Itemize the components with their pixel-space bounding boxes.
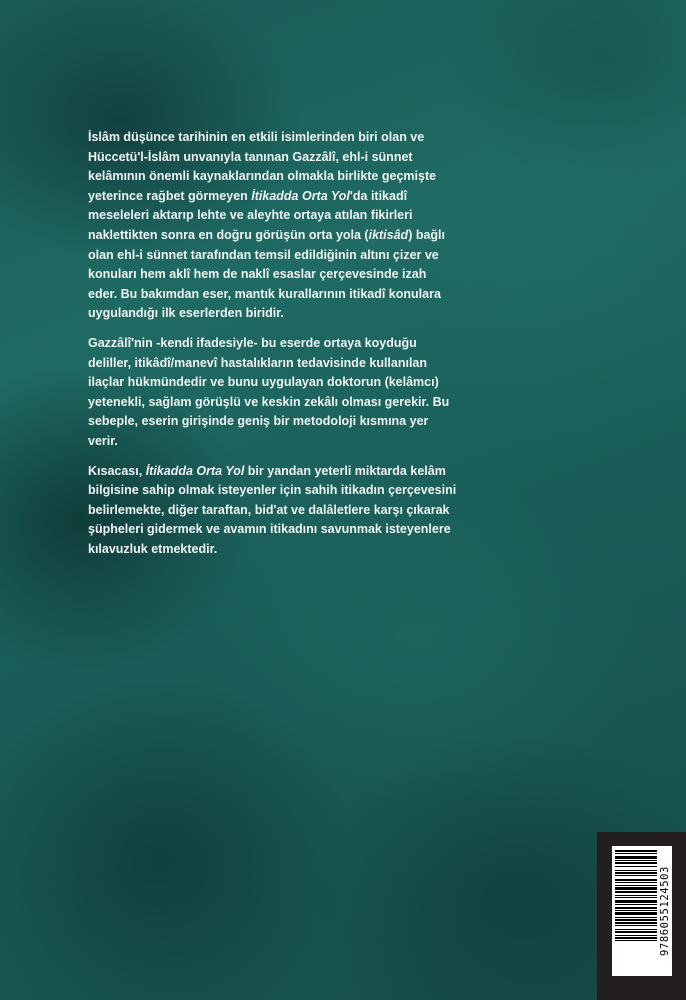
barcode-bar [615,935,657,936]
isbn-number: 9786055124503 [659,866,671,956]
barcode-bar [615,860,657,861]
book-title-italic: İtikadda Orta Yol [251,188,350,203]
barcode-bar [615,910,657,911]
blurb-segment: İslâm düşünce tarihinin en etkili isimlerinden biri olan ve Hüccetü'l-İslâm unvanıyla tanınan Gazzâlî, ehl-i sünnet kelâmının önemli kaynaklarından olmakla birlikte geçmişte yeterince rağbet görmeyen [88,130,437,203]
blurb-paragraph [88,462,458,560]
blurb-segment: 'da itikadî meseleleri aktarıp lehte ve aleyhte ortaya atılan fikirleri naklettikten sonra en doğru görüşün orta yola ( [88,188,413,242]
barcode [612,846,672,976]
barcode-bars [615,850,657,972]
barcode-bar [615,882,657,883]
barcode-bar [615,853,657,854]
blurb-segment: ) bağlı olan ehl-i sünnet tarafından temsil edildiğinin altını çizer ve konuları hem aklî hem de naklî esaslar çerçevesinde izah eder. Bu bakımdan eser, mantık kurallarının itikadî konulara uygulandığı ilk eserlerden biridir. [88,227,446,321]
barcode-bar [615,900,657,903]
blurb-text [88,128,458,569]
blurb-segment: Gazzâlî'nin -kendi ifadesiyle- bu eserde ortaya koyduğu deliller, itikâdî/manevî hastalıkların tedavisinde kullanılan ilaçlar hükmündedir ve bunu uygulayan doktorun (kelâmcı) yetenekli, sağlam görüşlü ve keskin zekâlı olması gerekir. Bu sebeple, eserin girişinde geniş bir metodoloji kısmına yer verir. [88,335,450,448]
barcode-bar [615,870,657,871]
blurb-paragraph [88,334,458,452]
barcode-bar [615,895,657,896]
barcode-bar [615,866,657,867]
barcode-bar [615,872,657,874]
blurb-segment: bir yandan yeterli miktarda kelâm bilgisine sahip olmak isteyenler için sahih itikadın çerçevesini belirlemekte, diğer taraftan, bid'at ve dalâletlere karşı çıkarak şüpheleri gidermek ve avamın itikadını savunmak isteyenlere kılavuzluk etmektedir. [88,463,457,556]
book-title-italic: İtikadda Orta Yol [145,463,245,478]
barcode-bar [615,937,657,939]
barcode-bar [615,907,657,909]
book-title-italic: iktisâd [368,227,409,242]
barcode-bar [615,897,657,898]
barcode-bar [615,931,657,933]
barcode-bar [615,912,657,915]
barcode-bar [615,887,657,890]
blurb-segment: Kısacası, [88,463,146,478]
barcode-bar [615,919,657,921]
barcode-bar [615,850,657,852]
barcode-bar [615,885,657,886]
barcode-bar [615,875,657,876]
barcode-bar [615,891,657,893]
barcode-bar [615,922,657,924]
barcode-bar [615,917,657,918]
barcode-bar [615,904,657,905]
barcode-bar [615,940,657,941]
barcode-bar [615,879,657,881]
barcode-bar [615,929,657,930]
blurb-paragraph [88,128,458,324]
barcode-bar [615,862,657,864]
barcode-bar [615,925,657,926]
barcode-bar [615,856,657,859]
